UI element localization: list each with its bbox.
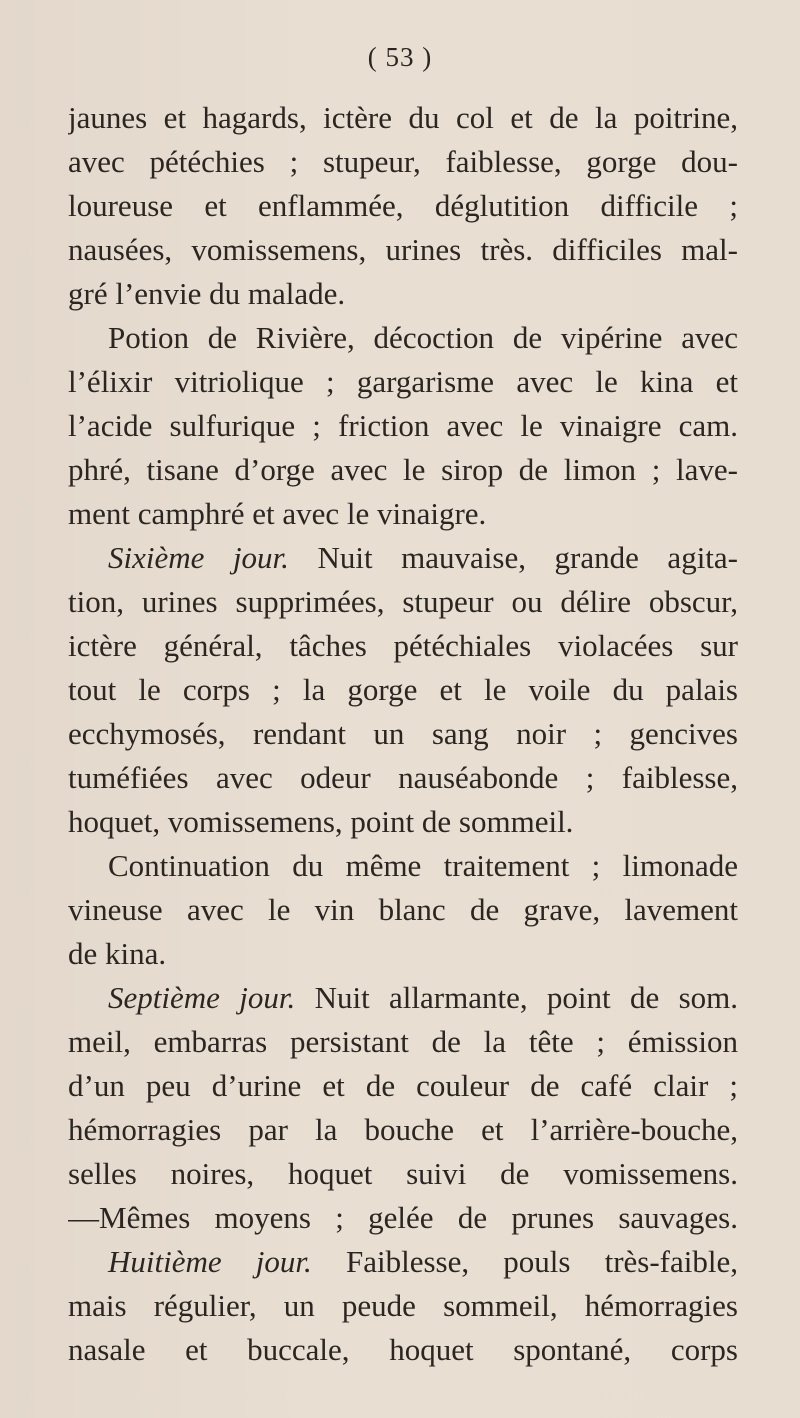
text-line bbox=[68, 976, 738, 1020]
text-line: d’un peu d’urine et de couleur de café clair ; bbox=[68, 1068, 738, 1103]
body-text bbox=[68, 96, 738, 1372]
day-heading: Sixième jour. bbox=[108, 540, 289, 575]
text-line: l’élixir vitriolique ; gargarisme avec le kina et bbox=[68, 364, 738, 399]
text-line: Potion de Rivière, décoction de vipérine avec bbox=[108, 320, 738, 355]
text-span: Nuit allarmante, point de som. bbox=[314, 980, 738, 1015]
text-line: phré, tisane d’orge avec le sirop de limon ; lave- bbox=[68, 452, 738, 487]
text-line: mais régulier, un peude sommeil, hémorragies bbox=[68, 1288, 738, 1323]
text-line: l’acide sulfurique ; friction avec le vinaigre cam. bbox=[68, 408, 738, 443]
text-line: tout le corps ; la gorge et le voile du palais bbox=[68, 672, 738, 707]
text-line: ecchymosés, rendant un sang noir ; gencives bbox=[68, 716, 738, 751]
text-line: hoquet, vomissemens, point de sommeil. bbox=[68, 804, 574, 839]
text-line: gré l’envie du malade. bbox=[68, 276, 346, 311]
text-span: Faiblesse, pouls très-faible, bbox=[345, 1244, 738, 1279]
text-line: tuméfiées avec odeur nauséabonde ; faiblesse, bbox=[68, 760, 738, 795]
text-line: ictère général, tâches pétéchiales violacées sur bbox=[68, 628, 738, 663]
text-line: de kina. bbox=[68, 936, 167, 971]
text-line: meil, embarras persistant de la tête ; émission bbox=[68, 1024, 738, 1059]
text-line: hémorragies par la bouche et l’arrière-bouche, bbox=[68, 1112, 738, 1147]
day-heading: Septième jour. bbox=[108, 980, 296, 1015]
text-line: nasale et buccale, hoquet spontané, corps bbox=[68, 1332, 738, 1367]
text-line: tion, urines supprimées, stupeur ou délire obscur, bbox=[68, 584, 738, 619]
text-line bbox=[68, 1240, 738, 1284]
text-line bbox=[68, 536, 738, 580]
text-line: avec pétéchies ; stupeur, faiblesse, gorge dou- bbox=[68, 144, 738, 179]
text-line: Continuation du même traitement ; limonade bbox=[108, 848, 738, 883]
text-line: ment camphré et avec le vinaigre. bbox=[68, 496, 487, 531]
text-line: nausées, vomissemens, urines très. difficiles mal- bbox=[68, 232, 738, 267]
text-line: —Mêmes moyens ; gelée de prunes sauvages. bbox=[68, 1200, 738, 1235]
text-line: vineuse avec le vin blanc de grave, lavement bbox=[68, 892, 738, 927]
page-number: ( 53 ) bbox=[367, 42, 433, 72]
day-heading: Huitième jour. bbox=[108, 1244, 312, 1279]
text-line: jaunes et hagards, ictère du col et de la poitrine, bbox=[68, 100, 738, 135]
text-line: selles noires, hoquet suivi de vomissemens. bbox=[68, 1156, 738, 1191]
text-line: loureuse et enflammée, déglutition difficile ; bbox=[68, 188, 738, 223]
text-span: Nuit mauvaise, grande agita- bbox=[317, 540, 738, 575]
